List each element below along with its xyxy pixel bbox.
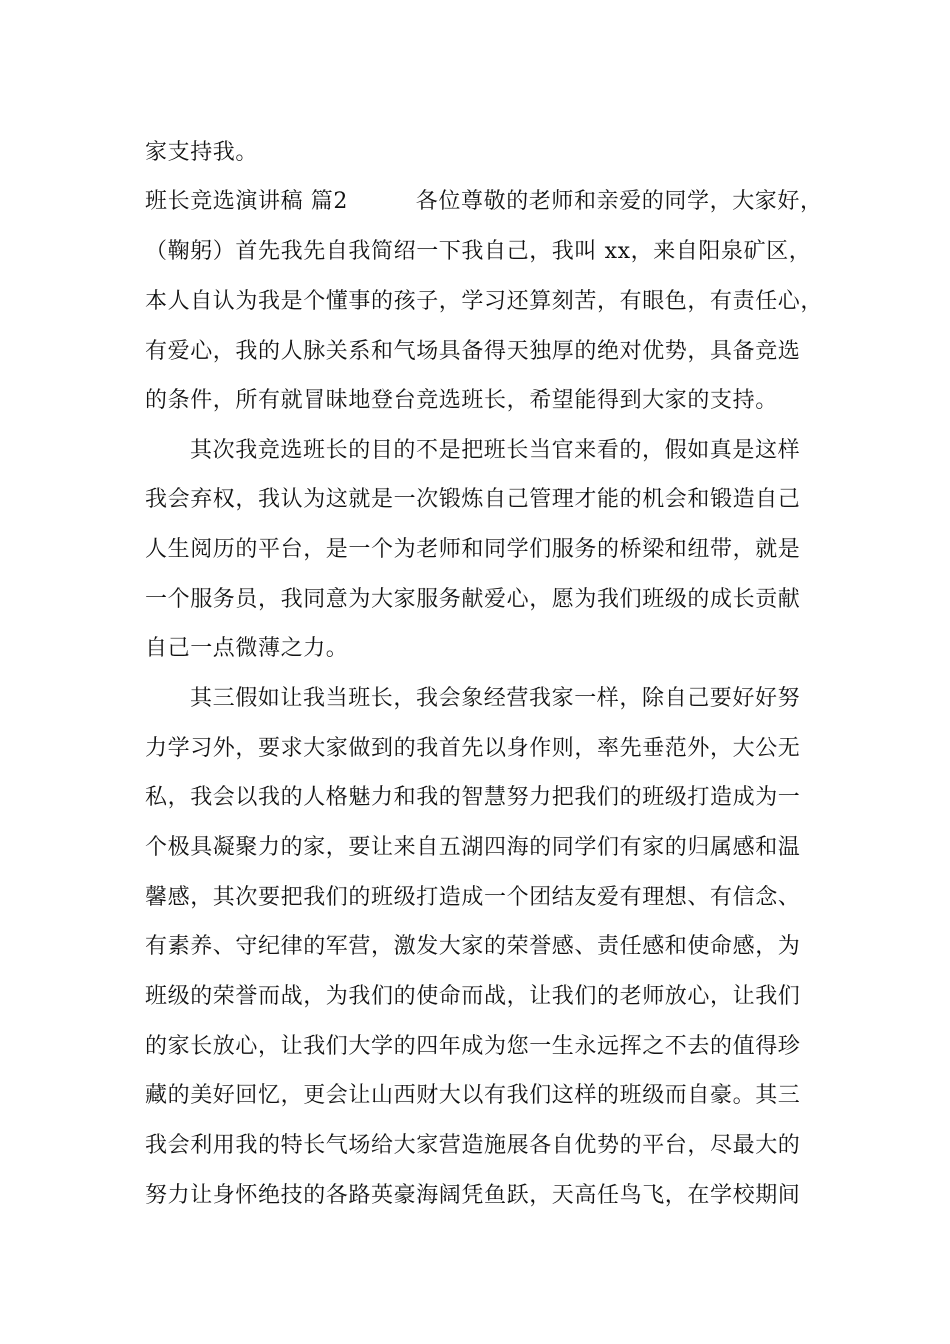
- text-line: 的条件，所有就冒昧地登台竞选班长，希望能得到大家的支持。: [145, 388, 778, 413]
- text-line: 自己一点微薄之力。: [145, 636, 349, 661]
- paragraph-start-line: 其次我竞选班长的目的不是把班长当官来看的，假如真是这样: [190, 438, 801, 463]
- paragraph-start-line: 其三假如让我当班长，我会象经营我家一样，除自己要好好努: [190, 686, 801, 711]
- text-line: 班级的荣誉而战，为我们的使命而战，让我们的老师放心，让我们: [145, 984, 801, 1009]
- text-line: 一个服务员，我同意为大家服务献爱心，愿为我们班级的成长贡献: [145, 587, 801, 612]
- text-line: 藏的美好回忆，更会让山西财大以有我们这样的班级而自豪。其三: [145, 1083, 801, 1108]
- text-line: 努力让身怀绝技的各路英豪海阔凭鱼跃，天高任鸟飞，在学校期间: [145, 1183, 801, 1208]
- text-line: 力学习外，要求大家做到的我首先以身作则，率先垂范外，大公无: [145, 736, 801, 761]
- text-line: 我会弃权，我认为这就是一次锻炼自己管理才能的机会和锻造自己: [145, 487, 801, 512]
- text-line: 本人自认为我是个懂事的孩子，学习还算刻苦，有眼色，有责任心，: [145, 289, 824, 314]
- text-line-heading: 班长竞选演讲稿 篇2 各位尊敬的老师和亲爱的同学，大家好，: [145, 189, 823, 214]
- text-line: 个极具凝聚力的家，要让来自五湖四海的同学们有家的归属感和温: [145, 835, 801, 860]
- text-line: 有爱心，我的人脉关系和气场具备得天独厚的绝对优势，具备竞选: [145, 339, 801, 364]
- text-line: 私，我会以我的人格魅力和我的智慧努力把我们的班级打造成为一: [145, 785, 801, 810]
- text-line: 人生阅历的平台，是一个为老师和同学们服务的桥梁和纽带，就是: [145, 537, 801, 562]
- text-line: 我会利用我的特长气场给大家营造施展各自优势的平台，尽最大的: [145, 1133, 801, 1158]
- text-line: 馨感，其次要把我们的班级打造成一个团结友爱有理想、有信念、: [145, 885, 801, 910]
- text-line: 有素养、守纪律的军营，激发大家的荣誉感、责任感和使命感，为: [145, 934, 801, 959]
- text-line: 的家长放心，让我们大学的四年成为您一生永远挥之不去的值得珍: [145, 1034, 801, 1059]
- text-line: （鞠躬）首先我先自我简绍一下我自己，我叫 xx，来自阳泉矿区，: [145, 239, 812, 264]
- text-line: 家支持我。: [145, 140, 259, 165]
